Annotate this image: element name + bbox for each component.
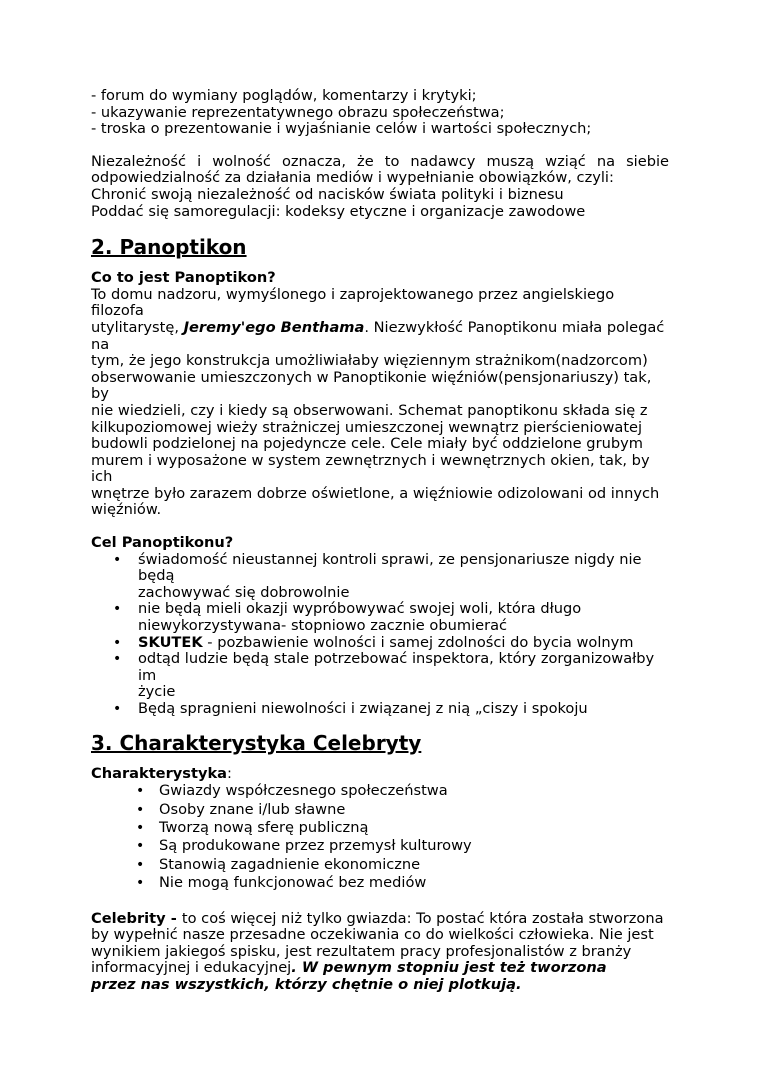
celebrity-traits-list	[91, 782, 669, 892]
list-item	[91, 837, 669, 855]
celebrity-line-4a: informacyjnej i edukacyjnej	[91, 959, 292, 977]
bullet-icon: •	[113, 701, 122, 717]
panoptikon-line-2c: . Niezwykłość Panoptikonu miała polegać na	[91, 318, 665, 353]
list-item	[91, 782, 669, 800]
skutek-label: SKUTEK	[138, 633, 203, 651]
bullet-icon: •	[136, 820, 145, 836]
panoptikon-goal-list	[91, 552, 669, 718]
independence-line-3: Chronić swoją niezależność od nacisków świata polityki i biznesu	[91, 185, 564, 203]
bullet-icon: •	[113, 551, 122, 568]
bullet-icon: •	[136, 801, 145, 818]
bullet-icon: •	[113, 601, 122, 618]
celebrity-line-3: wynikiem jakiegoś spisku, jest rezultatem pracy profesjonalistów z branży	[91, 942, 632, 960]
bullet-icon: •	[136, 875, 145, 892]
independence-line-4: Poddać się samoregulacji: kodeksy etyczne i organizacje zawodowe	[91, 202, 586, 220]
panoptikon-line-9: wnętrze było zarazem dobrze oświetlone, a więźniowie odizolowani od innych	[91, 484, 660, 502]
intro-line-3: - troska o prezentowanie i wyjaśnianie celów i wartości społecznych;	[91, 120, 592, 138]
characteristics-subheading	[91, 766, 669, 783]
section-2-heading: 2. Panoptikon	[91, 235, 247, 260]
intro-line-1: - forum do wymiany poglądów, komentarzy i krytyki;	[91, 87, 477, 104]
celebrity-line-1	[91, 911, 669, 928]
celebrity-line-4	[91, 960, 669, 977]
celebrity-line-5: przez nas wszystkich, którzy chętnie o niej plotkują.	[91, 976, 522, 993]
panoptikon-question: Co to jest Panoptikon?	[91, 269, 276, 287]
bullet-icon: •	[136, 838, 145, 855]
list-item	[91, 635, 669, 652]
list-item	[91, 801, 669, 819]
list-item	[91, 856, 669, 874]
list-item-text: nie będą mieli okazji wypróbowywać swojej woli, która długo	[138, 600, 582, 618]
panoptikon-line-8: murem i wyposażone w system zewnętrznych i wewnętrznych okien, tak, by ich	[91, 451, 650, 486]
panoptikon-line-3: tym, że jego konstrukcja umożliwiałaby więziennym strażnikom(nadzorcom)	[91, 352, 648, 370]
independence-line-2: odpowiedzialność za działania mediów i wypełnianie obowiązków, czyli:	[91, 169, 614, 187]
list-item-text: zachowywać się dobrowolnie	[138, 583, 350, 601]
characteristics-label: Charakterystyka	[91, 764, 228, 782]
panoptikon-line-1: To domu nadzoru, wymyślonego i zaprojektowanego przez angielskiego filozofa	[91, 285, 615, 320]
section-3-heading: 3. Charakterystyka Celebryty	[91, 730, 422, 755]
list-item-text: Będą spragnieni niewolności i związanej z nią „ciszy i spokoju	[138, 700, 588, 717]
celebrity-line-1-text: to coś więcej niż tylko gwiazda: To postać która została stworzona	[181, 909, 664, 927]
list-item-text: Gwiazdy współczesnego społeczeństwa	[159, 782, 448, 800]
list-item	[91, 874, 669, 892]
panoptikon-line-2	[91, 320, 669, 353]
bullet-icon: •	[113, 651, 122, 668]
list-item-text: odtąd ludzie będą stale potrzebować inspektora, który zorganizowałby im	[138, 650, 655, 684]
list-item-text: Tworzą nową sferę publiczną	[159, 819, 369, 836]
list-item-text: niewykorzystywana- stopniowo zacznie obumierać	[138, 617, 508, 635]
panoptikon-line-5: nie wiedzieli, czy i kiedy są obserwowani. Schemat panoptikonu składa się z	[91, 401, 648, 419]
document-page	[91, 88, 669, 994]
list-item	[91, 819, 669, 837]
list-item	[91, 601, 669, 634]
panoptikon-line-4: obserwowanie umieszczonych w Panoptikonie więźniów(pensjonariuszy) tak, by	[91, 368, 652, 403]
panoptikon-line-7: budowli podzielonej na pojedyncze cele. Cele miały być oddzielone grubym	[91, 435, 643, 453]
list-item-text: Stanowią zagadnienie ekonomiczne	[159, 855, 421, 873]
celebrity-line-2: by wypełnić nasze przesadne oczekiwania co do wielkości człowieka. Nie jest	[91, 926, 654, 944]
bullet-icon: •	[136, 783, 145, 800]
list-item	[91, 651, 669, 701]
list-item	[91, 701, 669, 718]
celebrity-line-4b: . W pewnym stopniu jest też tworzona	[291, 959, 607, 977]
panoptikon-line-2a: utylitarystę,	[91, 318, 184, 336]
panoptikon-line-10: więźniów.	[91, 501, 162, 519]
bentham-name: Jeremy'ego Benthama	[183, 318, 365, 336]
list-item	[91, 552, 669, 602]
bullet-icon: •	[113, 634, 122, 651]
panoptikon-line-6: kilkupoziomowej wieży strażniczej umieszczonej wewnątrz pierścieniowatej	[91, 418, 643, 436]
intro-line-2: - ukazywanie reprezentatywnego obrazu społeczeństwa;	[91, 103, 505, 121]
panoptikon-goal-question: Cel Panoptikonu?	[91, 534, 234, 552]
list-item-text: świadomość nieustannej kontroli sprawi, ze pensjonariusze nigdy nie będą	[138, 550, 642, 585]
list-item-text: Nie mogą funkcjonować bez mediów	[159, 874, 427, 892]
list-item-text: Są produkowane przez przemysł kulturowy	[159, 837, 472, 855]
independence-line-1: Niezależność i wolność oznacza, że to nadawcy muszą wziąć na siebie	[91, 152, 669, 170]
characteristics-colon: :	[227, 764, 232, 782]
list-item-text: - pozbawienie wolności i samej zdolności do bycia wolnym	[202, 633, 634, 651]
list-item-text: życie	[138, 683, 176, 701]
bullet-icon: •	[136, 856, 145, 873]
list-item-text: Osoby znane i/lub sławne	[159, 800, 346, 818]
celebrity-label: Celebrity -	[91, 909, 182, 927]
